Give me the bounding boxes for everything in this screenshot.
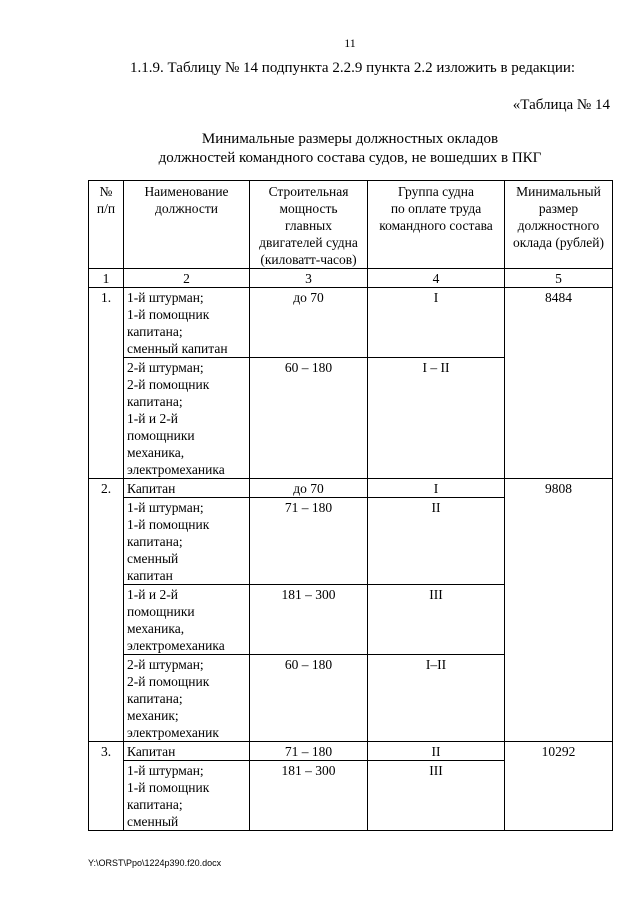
header-line: Строительная (268, 184, 349, 199)
position-line: 1-й и 2-й (127, 411, 178, 426)
row-number: 2. (89, 479, 124, 742)
column-number: 2 (124, 269, 250, 288)
position-cell (124, 585, 250, 655)
position-line: помощники (127, 428, 195, 443)
row-number: 3. (89, 742, 124, 831)
footer-file-path: Y:\ORST\Ppo\1224p390.f20.docx (88, 858, 222, 868)
table-header-row (89, 181, 613, 269)
vessel-group-cell: I – II (368, 358, 505, 479)
header-line: Минимальный (516, 184, 601, 199)
position-line: 1-й помощник (127, 517, 210, 532)
position-line: капитана; (127, 324, 183, 339)
header-line: Группа судна (398, 184, 474, 199)
position-line: сменный (127, 814, 179, 829)
position-cell (124, 288, 250, 358)
row-number: 1. (89, 288, 124, 479)
vessel-group-cell: III (368, 585, 505, 655)
header-line: должности (155, 201, 218, 216)
position-line: 1-й помощник (127, 780, 210, 795)
position-line: электромеханик (127, 725, 219, 740)
header-line: по оплате труда (390, 201, 482, 216)
page-number: 11 (344, 36, 356, 50)
position-line: капитана; (127, 691, 183, 706)
position-line: 2-й штурман; (127, 657, 204, 672)
table-caption: «Таблица № 14 (512, 97, 610, 113)
column-number: 1 (89, 269, 124, 288)
salary-table (88, 180, 613, 831)
position-line: 1-й штурман; (127, 290, 204, 305)
header-line: двигателей судна (259, 235, 358, 250)
column-numbers-row (89, 269, 613, 288)
engine-power-cell: 181 – 300 (250, 585, 368, 655)
position-line: механик; (127, 708, 179, 723)
position-line: капитана; (127, 534, 183, 549)
position-line: 2-й помощник (127, 674, 210, 689)
header-line: оклада (рублей) (513, 235, 604, 250)
engine-power-cell: 60 – 180 (250, 655, 368, 742)
engine-power-cell: до 70 (250, 479, 368, 498)
engine-power-cell: 71 – 180 (250, 498, 368, 585)
vessel-group-cell: II (368, 498, 505, 585)
engine-power-cell: 60 – 180 (250, 358, 368, 479)
table-row (89, 479, 613, 498)
header-line: размер (538, 201, 579, 216)
table-title-line: Минимальные размеры должностных окладов (201, 131, 499, 147)
header-power (250, 181, 368, 269)
position-line: 1-й и 2-й (127, 587, 178, 602)
header-line: № (99, 184, 113, 199)
position-line: Капитан (127, 481, 176, 496)
position-line: Капитан (127, 744, 176, 759)
engine-power-cell: 181 – 300 (250, 761, 368, 831)
header-line: должностного (517, 218, 600, 233)
table-row (89, 288, 613, 358)
position-line: капитан (127, 568, 173, 583)
position-line: 2-й штурман; (127, 360, 204, 375)
position-cell (124, 742, 250, 761)
intro-text: 1.1.9. Таблицу № 14 подпункта 2.2.9 пункта 2.2 изложить в редакции: (130, 60, 576, 76)
position-cell (124, 358, 250, 479)
header-line: командного состава (379, 218, 493, 233)
position-line: капитана; (127, 394, 183, 409)
header-group (368, 181, 505, 269)
vessel-group-cell: II (368, 742, 505, 761)
position-line: механика, (127, 445, 185, 460)
header-position (124, 181, 250, 269)
header-line: (киловатт-часов) (260, 252, 357, 267)
position-cell (124, 655, 250, 742)
position-line: электромеханика (127, 638, 225, 653)
position-line: 1-й штурман; (127, 500, 204, 515)
column-number: 4 (368, 269, 505, 288)
vessel-group-cell: III (368, 761, 505, 831)
position-cell (124, 761, 250, 831)
engine-power-cell: 71 – 180 (250, 742, 368, 761)
table-title (0, 130, 640, 168)
position-line: механика, (127, 621, 185, 636)
position-line: электромеханика (127, 462, 225, 477)
header-line: мощность (279, 201, 338, 216)
header-line: главных (285, 218, 332, 233)
position-line: 2-й помощник (127, 377, 210, 392)
position-line: сменный (127, 551, 179, 566)
min-salary-cell: 8484 (505, 288, 613, 479)
vessel-group-cell: I (368, 479, 505, 498)
table-title-line: должностей командного состава судов, не вошедших в ПКГ (158, 150, 542, 166)
position-line: сменный капитан (127, 341, 228, 356)
position-line: капитана; (127, 797, 183, 812)
column-number: 3 (250, 269, 368, 288)
header-salary (505, 181, 613, 269)
vessel-group-cell: I (368, 288, 505, 358)
vessel-group-cell: I–II (368, 655, 505, 742)
position-line: 1-й штурман; (127, 763, 204, 778)
header-line: п/п (96, 201, 116, 216)
min-salary-cell: 10292 (505, 742, 613, 831)
engine-power-cell: до 70 (250, 288, 368, 358)
position-cell (124, 479, 250, 498)
position-cell (124, 498, 250, 585)
column-number: 5 (505, 269, 613, 288)
position-line: помощники (127, 604, 195, 619)
position-line: 1-й помощник (127, 307, 210, 322)
min-salary-cell: 9808 (505, 479, 613, 742)
table-row (89, 742, 613, 761)
header-num (89, 181, 124, 269)
header-line: Наименование (144, 184, 229, 199)
